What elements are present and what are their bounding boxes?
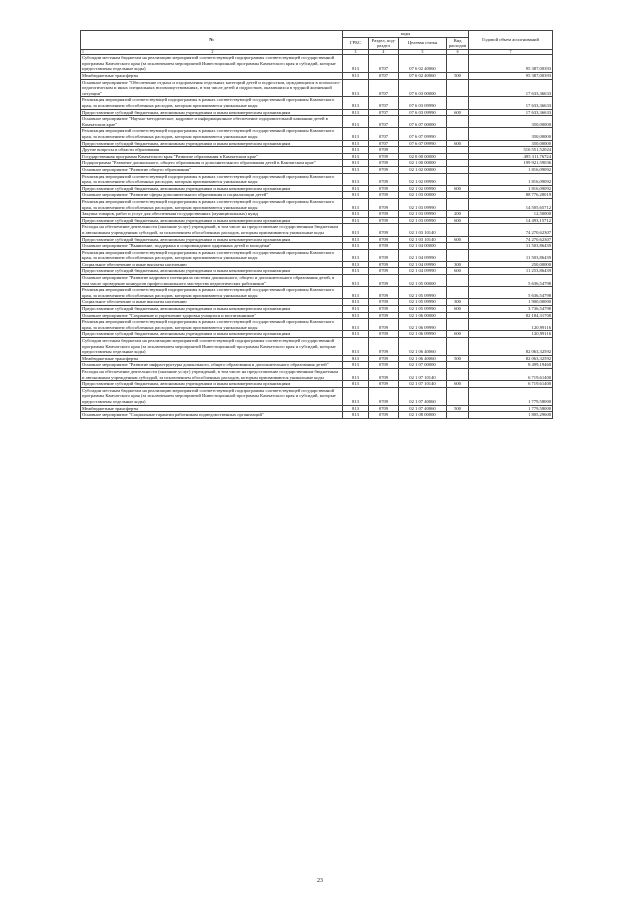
row-expense-type (447, 128, 469, 140)
row-grbs: 813 (343, 192, 369, 199)
row-grbs: 813 (343, 387, 369, 405)
codes-header: коды (343, 31, 469, 38)
row-razdel: 0709 (369, 243, 399, 250)
table-body (81, 55, 553, 418)
row-amount: 74 270,62307 (469, 224, 553, 236)
row-amount: 5 636,54798 (469, 287, 553, 299)
table-row (81, 319, 553, 331)
row-target-article: 02 1 05 00000 (399, 275, 447, 287)
row-expense-type: 600 (447, 331, 469, 338)
row-razdel: 0709 (369, 275, 399, 287)
row-expense-type (447, 147, 469, 154)
row-target-article: 02 1 03 09990 (399, 211, 447, 218)
row-razdel: 0707 (369, 79, 399, 97)
row-grbs: 813 (343, 355, 369, 362)
row-razdel: 0709 (369, 299, 399, 306)
row-description: Предоставление субсидий бюджетным, автономным учреждениям и иным некоммерческим организациям (81, 306, 343, 313)
row-grbs: 813 (343, 249, 369, 261)
row-grbs: 813 (343, 299, 369, 306)
row-amount: 350,00000 (469, 128, 553, 140)
row-amount: 74 270,62307 (469, 236, 553, 243)
row-grbs: 813 (343, 319, 369, 331)
row-description: Закупка товаров, работ и услуг для обеспечения государственных (муниципальных) нужд (81, 211, 343, 218)
row-razdel: 0707 (369, 73, 399, 80)
row-grbs: 813 (343, 55, 369, 73)
row-target-article: 02 1 02 00000 (399, 166, 447, 173)
row-description: Основное мероприятие "Выявление, поддержка и сопровождение одаренных детей и молодёжи" (81, 243, 343, 250)
row-description: Субсидии местным бюджетам на реализацию мероприятий соответствующей подпрограммы соответствующей государственной программы Камчатского края (за исключением мероприятий Инвестиционной программы Камчатского края и субсидий, которые предоставлены отдельные коды) (81, 338, 343, 356)
row-amount: 82 184,31708 (469, 312, 553, 319)
row-description: Основное мероприятие "Научно-методическое, кадровое и информационное обеспечение оздоровительной кампании детей в Камчатском крае" (81, 116, 343, 128)
row-razdel: 0709 (369, 355, 399, 362)
table-row (81, 211, 553, 218)
row-expense-type (447, 319, 469, 331)
table-row (81, 217, 553, 224)
row-amount: 12,50000 (469, 211, 553, 218)
row-amount: 95 387,00393 (469, 55, 553, 73)
row-grbs: 813 (343, 166, 369, 173)
row-grbs: 813 (343, 368, 369, 380)
row-razdel: 0709 (369, 306, 399, 313)
table-row (81, 412, 553, 419)
row-amount: 17 633,36633 (469, 97, 553, 109)
row-amount: 1 816,09092 (469, 173, 553, 185)
row-amount: 1 816,09092 (469, 166, 553, 173)
row-razdel: 0709 (369, 192, 399, 199)
row-target-article: 02 1 08 00000 (399, 412, 447, 419)
row-grbs: 813 (343, 160, 369, 167)
row-expense-type: 600 (447, 109, 469, 116)
razdel-header: Раздел, под-раздел (369, 37, 399, 49)
row-grbs: 813 (343, 268, 369, 275)
row-description: Реализация мероприятий соответствующей подпрограммы в рамках соответствующей государственной программы Камчатского края, за исключением обособленных расходов, которым присваиваются уникальные коды (81, 128, 343, 140)
row-description: Межбюджетные трансферты (81, 355, 343, 362)
row-target-article: 07 6 03 09990 (399, 109, 447, 116)
row-target-article: 02 1 07 00000 (399, 362, 447, 369)
row-description: Межбюджетные трансферты (81, 405, 343, 412)
row-grbs: 813 (343, 338, 369, 356)
row-amount: 1 816,09092 (469, 185, 553, 192)
row-amount: 95 387,00393 (469, 73, 553, 80)
row-razdel: 0709 (369, 387, 399, 405)
table-row (81, 185, 553, 192)
row-expense-type (447, 153, 469, 160)
table-row (81, 166, 553, 173)
row-target-article: 02 1 04 09990 (399, 249, 447, 261)
row-target-article: 02 1 06 09990 (399, 331, 447, 338)
row-expense-type: 200 (447, 211, 469, 218)
row-description: Расходы на обеспечение деятельности (оказание услуг) учреждений, в том числе на предоставление государственным бюджетным и автономным учреждениям субсидий, за исключением обособленных расходов, которым присваиваются уникальные коды (81, 368, 343, 380)
row-amount: 3 736,54798 (469, 306, 553, 313)
row-grbs: 813 (343, 128, 369, 140)
row-expense-type (447, 97, 469, 109)
row-grbs: 813 (343, 109, 369, 116)
row-target-article: 02 1 02 09990 (399, 185, 447, 192)
row-expense-type (447, 192, 469, 199)
table-row (81, 97, 553, 109)
row-target-article: 07 6 07 09990 (399, 128, 447, 140)
row-expense-type (447, 166, 469, 173)
table-row (81, 249, 553, 261)
row-grbs: 813 (343, 412, 369, 419)
row-target-article: 07 6 03 09990 (399, 97, 447, 109)
row-description: Подпрограмма "Развитие дошкольного, общего образования и дополнительного образования детей в Камчатском крае" (81, 160, 343, 167)
row-target-article: 02 1 07 10140 (399, 368, 447, 380)
row-grbs: 813 (343, 140, 369, 147)
row-razdel: 0709 (369, 224, 399, 236)
row-amount: 8 499,19460 (469, 362, 553, 369)
page-number: 23 (317, 878, 323, 884)
row-description: Предоставление субсидий бюджетным, автономным учреждениям и иным некоммерческим организациям (81, 109, 343, 116)
row-razdel: 0709 (369, 368, 399, 380)
row-razdel: 0709 (369, 362, 399, 369)
table-row (81, 268, 553, 275)
table-row (81, 405, 553, 412)
row-target-article: 02 1 06 40060 (399, 338, 447, 356)
table-row (81, 381, 553, 388)
row-amount: 6 719,61400 (469, 368, 553, 380)
row-grbs: 813 (343, 198, 369, 210)
table-row (81, 116, 553, 128)
row-grbs: 813 (343, 73, 369, 80)
table-row (81, 306, 553, 313)
row-expense-type: 600 (447, 217, 469, 224)
row-amount: 350,00000 (469, 140, 553, 147)
row-target-article: 02 1 03 10140 (399, 224, 447, 236)
row-description: Основное мероприятие "Сохранение и укрепление здоровья учащихся и воспитанников" (81, 312, 343, 319)
row-target-article: 02 1 03 09990 (399, 217, 447, 224)
sum-header: Годовой объем ассигнований (469, 31, 553, 50)
row-description: Расходы на обеспечение деятельности (оказание услуг) учреждений, в том числе на предоставление государственным бюджетным и автономным учреждениям субсидий, за исключением обособленных расходов, которым присваиваются уникальные коды (81, 224, 343, 236)
row-expense-type (447, 243, 469, 250)
row-expense-type: 600 (447, 236, 469, 243)
row-expense-type: 500 (447, 355, 469, 362)
row-description: Предоставление субсидий бюджетным, автономным учреждениям и иным некоммерческим организациям (81, 381, 343, 388)
row-grbs: 813 (343, 312, 369, 319)
row-grbs: 813 (343, 275, 369, 287)
budget-table (80, 30, 553, 419)
cs-header: Целевая статья (399, 37, 447, 49)
row-description: Реализация мероприятий соответствующей подпрограммы в рамках соответствующей государственной программы Камчатского края, за исключением обособленных расходов, которым присваиваются уникальные коды (81, 173, 343, 185)
row-amount: 1 900,00000 (469, 299, 553, 306)
row-amount: 199 921,59036 (469, 160, 553, 167)
column-number-1: 1 (82, 49, 84, 54)
row-expense-type (447, 224, 469, 236)
row-razdel: 0709 (369, 160, 399, 167)
row-razdel: 0709 (369, 312, 399, 319)
row-grbs: 813 (343, 173, 369, 185)
row-expense-type (447, 160, 469, 167)
table-row (81, 387, 553, 405)
table-row (81, 160, 553, 167)
row-expense-type: 300 (447, 299, 469, 306)
row-target-article: 02 0 00 00000 (399, 153, 447, 160)
row-target-article: 02 1 05 09990 (399, 306, 447, 313)
row-razdel: 0709 (369, 217, 399, 224)
row-expense-type: 600 (447, 381, 469, 388)
row-target-article: 02 1 03 00000 (399, 192, 447, 199)
table-row (81, 331, 553, 338)
row-amount: 120,99116 (469, 331, 553, 338)
row-grbs: 813 (343, 97, 369, 109)
row-target-article: 02 1 04 09990 (399, 268, 447, 275)
header-row-1 (81, 31, 553, 38)
vr-header: Вид расходов (447, 37, 469, 49)
row-expense-type: 600 (447, 140, 469, 147)
row-expense-type (447, 173, 469, 185)
row-description: Основное мероприятие "Развитие инфраструктуры дошкольного, общего образования и дополнительного образования детей" (81, 362, 343, 369)
row-razdel: 0709 (369, 249, 399, 261)
row-description: Субсидии местным бюджетам на реализацию мероприятий соответствующей подпрограммы соответствующей государственной программы Камчатского края (за исключением мероприятий Инвестиционной программы Камчатского края и субсидий, которые предоставлены отдельные коды) (81, 387, 343, 405)
row-razdel: 0709 (369, 287, 399, 299)
document-page (80, 30, 552, 419)
table-row (81, 261, 553, 268)
row-expense-type (447, 338, 469, 356)
row-amount: 11 503,86439 (469, 249, 553, 261)
row-description: Реализация мероприятий соответствующей подпрограммы в рамках соответствующей государственной программы Камчатского края, за исключением обособленных расходов, которым присваиваются уникальные коды (81, 319, 343, 331)
row-expense-type (447, 387, 469, 405)
table-row (81, 236, 553, 243)
row-amount: 250,00000 (469, 261, 553, 268)
row-expense-type: 600 (447, 306, 469, 313)
row-razdel: 0707 (369, 116, 399, 128)
row-amount: 14 493,15712 (469, 217, 553, 224)
row-razdel: 0709 (369, 412, 399, 419)
row-expense-type (447, 412, 469, 419)
row-expense-type: 600 (447, 185, 469, 192)
row-amount: 82 063,32592 (469, 338, 553, 356)
grbs-header: ГРБС (343, 37, 369, 49)
table-row (81, 153, 553, 160)
row-grbs: 813 (343, 261, 369, 268)
row-description: Основное мероприятие "Развитие кадрового потенциала системы дошкольного, общего и дополнительного образования детей, в том числе проведение конкурсов профессионального мастерства педагогических работников" (81, 275, 343, 287)
row-description: Предоставление субсидий бюджетным, автономным учреждениям и иным некоммерческим организациям (81, 331, 343, 338)
row-expense-type (447, 368, 469, 380)
col-name-header: № (81, 31, 343, 50)
row-description: Государственная программа Камчатского края "Развитие образования в Камчатском крае" (81, 153, 343, 160)
row-amount: 1 805,29600 (469, 412, 553, 419)
row-description: Предоставление субсидий бюджетным, автономным учреждениям и иным некоммерческим организациям (81, 268, 343, 275)
row-expense-type: 600 (447, 268, 469, 275)
row-amount: 120,99116 (469, 319, 553, 331)
row-description: Предоставление субсидий бюджетным, автономным учреждениям и иным некоммерческим организациям (81, 217, 343, 224)
table-row (81, 79, 553, 97)
row-description: Социальное обеспечение и иные выплаты населению (81, 299, 343, 306)
row-razdel: 0707 (369, 140, 399, 147)
row-amount: 1 779,58000 (469, 387, 553, 405)
row-amount: 350,00000 (469, 116, 553, 128)
row-amount: 11 253,86439 (469, 268, 553, 275)
row-amount: 11 503,86439 (469, 243, 553, 250)
row-razdel: 0709 (369, 147, 399, 154)
row-description: Реализация мероприятий соответствующей подпрограммы в рамках соответствующей государственной программы Камчатского края, за исключением обособленных расходов, которым присваиваются уникальные коды (81, 198, 343, 210)
column-number: 3 (343, 49, 369, 55)
row-expense-type (447, 275, 469, 287)
table-row (81, 128, 553, 140)
table-row (81, 73, 553, 80)
row-razdel: 0707 (369, 109, 399, 116)
row-description: Предоставление субсидий бюджетным, автономным учреждениям и иным некоммерческим организациям (81, 185, 343, 192)
row-target-article: 02 1 05 09990 (399, 299, 447, 306)
row-grbs: 813 (343, 243, 369, 250)
table-row (81, 109, 553, 116)
row-grbs: 813 (343, 236, 369, 243)
row-grbs: 813 (343, 381, 369, 388)
row-target-article: 02 1 06 40060 (399, 355, 447, 362)
row-description: Реализация мероприятий соответствующей подпрограммы в рамках соответствующей государственной программы Камчатского края, за исключением обособленных расходов, которым присваиваются уникальные коды (81, 97, 343, 109)
row-description: Основное мероприятие "Развитие общего образования" (81, 166, 343, 173)
row-razdel: 0709 (369, 236, 399, 243)
column-number-2: 2 (211, 49, 214, 54)
row-razdel: 0709 (369, 261, 399, 268)
row-razdel: 0707 (369, 128, 399, 140)
row-razdel: 0709 (369, 381, 399, 388)
table-row (81, 55, 553, 73)
row-expense-type: 300 (447, 261, 469, 268)
row-razdel: 0707 (369, 55, 399, 73)
row-target-article: 02 1 02 09990 (399, 173, 447, 185)
row-amount: 14 505,65712 (469, 198, 553, 210)
row-target-article: 02 1 06 09990 (399, 319, 447, 331)
column-number: 6 (447, 49, 469, 55)
row-description: Основное мероприятие "Социальные гарантии работникам подведомственных организаций" (81, 412, 343, 419)
table-row (81, 198, 553, 210)
row-grbs: 813 (343, 116, 369, 128)
table-row (81, 173, 553, 185)
column-number: 5 (399, 49, 447, 55)
row-expense-type (447, 249, 469, 261)
row-amount: 82 063,32592 (469, 355, 553, 362)
row-target-article: 02 1 05 09990 (399, 287, 447, 299)
table-row (81, 147, 553, 154)
row-razdel: 0709 (369, 185, 399, 192)
row-target-article: 07 6 03 00000 (399, 79, 447, 97)
row-description: Предоставление субсидий бюджетным, автономным учреждениям и иным некоммерческим организациям (81, 140, 343, 147)
row-expense-type (447, 55, 469, 73)
table-row (81, 368, 553, 380)
table-row (81, 287, 553, 299)
row-amount: 6 719,61400 (469, 381, 553, 388)
row-target-article: 02 1 04 09990 (399, 261, 447, 268)
row-expense-type: 500 (447, 73, 469, 80)
row-target-article (399, 147, 447, 154)
row-amount: 5 636,54798 (469, 275, 553, 287)
table-row (81, 355, 553, 362)
row-amount: 1 779,58000 (469, 405, 553, 412)
row-razdel: 0709 (369, 405, 399, 412)
column-number: 7 (469, 49, 553, 55)
row-description: Основное мероприятие "Развитие сферы дополнительного образования и социализации детей" (81, 192, 343, 199)
row-description: Другие вопросы в области образования (81, 147, 343, 154)
row-target-article: 02 1 07 40060 (399, 387, 447, 405)
row-razdel: 0709 (369, 173, 399, 185)
row-razdel: 0709 (369, 338, 399, 356)
table-row (81, 140, 553, 147)
row-target-article: 02 1 04 00000 (399, 243, 447, 250)
row-description: Межбюджетные трансферты (81, 73, 343, 80)
row-description: Предоставление субсидий бюджетным, автономным учреждениям и иным некоммерческим организациям (81, 236, 343, 243)
table-row (81, 243, 553, 250)
row-expense-type (447, 79, 469, 97)
table-row (81, 299, 553, 306)
table-row (81, 362, 553, 369)
row-grbs: 813 (343, 147, 369, 154)
row-target-article: 07 6 02 40060 (399, 73, 447, 80)
row-grbs: 813 (343, 331, 369, 338)
row-target-article: 07 6 07 00000 (399, 116, 447, 128)
row-description: Реализация мероприятий соответствующей подпрограммы в рамках соответствующей государственной программы Камчатского края, за исключением обособленных расходов, которым присваиваются уникальные коды (81, 249, 343, 261)
row-grbs: 813 (343, 153, 369, 160)
row-grbs: 813 (343, 211, 369, 218)
row-target-article: 02 1 07 10140 (399, 381, 447, 388)
row-grbs: 813 (343, 224, 369, 236)
row-description: Субсидии местным бюджетам на реализацию мероприятий соответствующей подпрограммы соответствующей государственной программы Камчатского края (за исключением мероприятий Инвестиционной программы Камчатского края и субсидий, которые предоставлены отдельные коды) (81, 55, 343, 73)
row-amount: 17 633,36633 (469, 109, 553, 116)
row-razdel: 0709 (369, 211, 399, 218)
row-target-article: 02 1 06 00000 (399, 312, 447, 319)
row-description: Социальное обеспечение и иные выплаты населению (81, 261, 343, 268)
table-row (81, 338, 553, 356)
row-expense-type (447, 362, 469, 369)
row-razdel: 0709 (369, 153, 399, 160)
row-grbs: 813 (343, 185, 369, 192)
table-row (81, 224, 553, 236)
row-razdel: 0709 (369, 166, 399, 173)
row-razdel: 0709 (369, 319, 399, 331)
row-amount: 516 551,52024 (469, 147, 553, 154)
column-number: 4 (369, 49, 399, 55)
row-target-article: 02 1 03 09990 (399, 198, 447, 210)
row-description: Реализация мероприятий соответствующей подпрограммы в рамках соответствующей государственной программы Камчатского края, за исключением обособленных расходов, которым присваиваются уникальные коды (81, 287, 343, 299)
row-target-article: 07 6 02 40060 (399, 55, 447, 73)
row-grbs: 813 (343, 287, 369, 299)
row-amount: 17 633,36633 (469, 79, 553, 97)
row-razdel: 0709 (369, 268, 399, 275)
row-grbs: 813 (343, 217, 369, 224)
row-grbs: 813 (343, 362, 369, 369)
row-grbs: 813 (343, 79, 369, 97)
row-expense-type (447, 116, 469, 128)
row-razdel: 0709 (369, 331, 399, 338)
row-target-article: 07 6 07 09990 (399, 140, 447, 147)
table-row (81, 192, 553, 199)
row-grbs: 813 (343, 405, 369, 412)
row-razdel: 0707 (369, 97, 399, 109)
row-expense-type (447, 312, 469, 319)
row-expense-type (447, 198, 469, 210)
row-razdel: 0709 (369, 198, 399, 210)
row-description: Основное мероприятие "Обеспечение отдыха и оздоровления отдельных категорий детей и подростков, нуждающихся в психолого-педагогическом и иных специальных вспомоществованиях, в том числе детей и подростков, оказавшихся в трудной жизненной ситуации" (81, 79, 343, 97)
row-amount: 495 311,76724 (469, 153, 553, 160)
table-row (81, 312, 553, 319)
row-expense-type: 500 (447, 405, 469, 412)
row-expense-type (447, 287, 469, 299)
row-amount: 88 776,28019 (469, 192, 553, 199)
row-target-article: 02 1 03 10140 (399, 236, 447, 243)
row-grbs: 813 (343, 306, 369, 313)
table-row (81, 275, 553, 287)
row-target-article: 02 1 00 00000 (399, 160, 447, 167)
row-target-article: 02 1 07 40060 (399, 405, 447, 412)
